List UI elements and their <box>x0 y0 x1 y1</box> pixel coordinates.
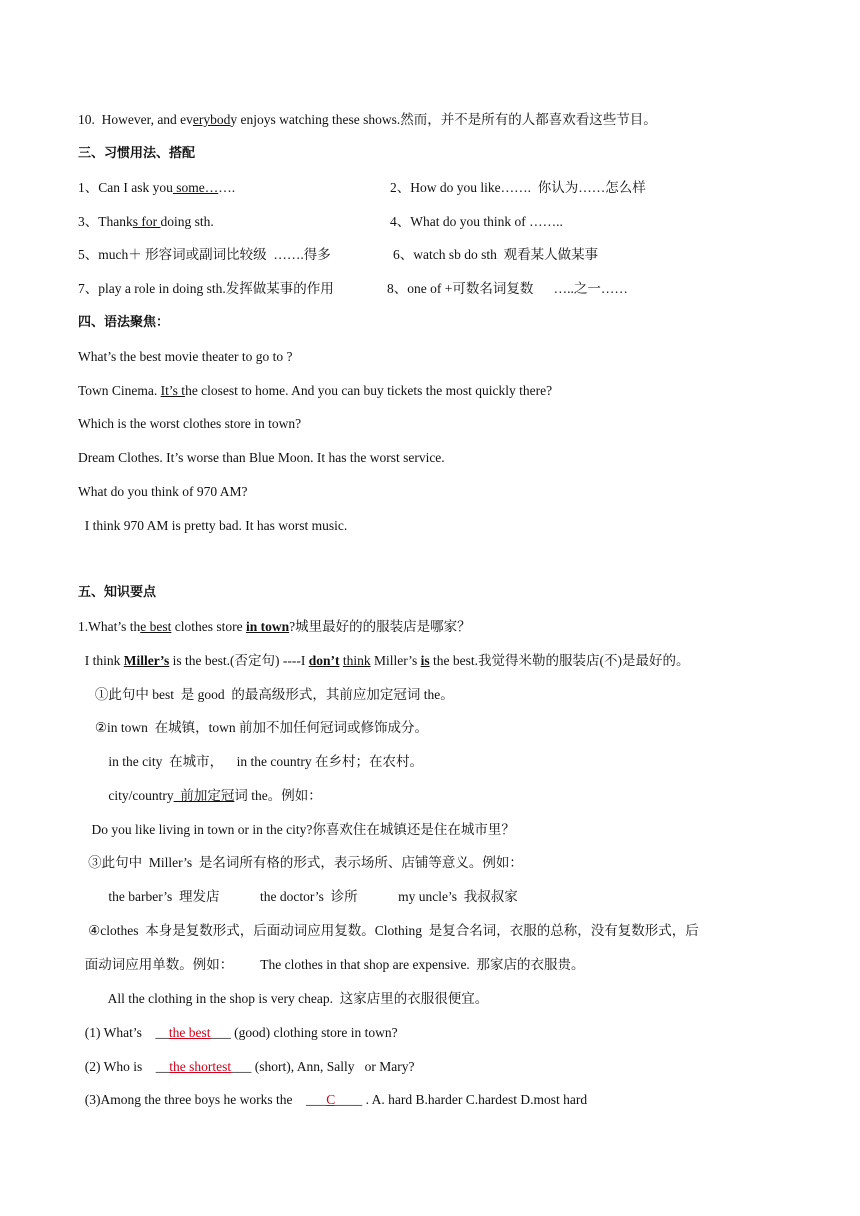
underlined-text: 前加定冠 <box>173 788 235 803</box>
text: ____ . A. hard B.harder C.hardest D.most hard <box>335 1092 588 1107</box>
phrase-7: 7、play a role in doing sth.发挥做某事的作用 <box>78 281 334 296</box>
phrase-5: 5、much＋ 形容词或副词比较级 …….得多 <box>78 247 331 262</box>
text: city/country <box>78 788 174 803</box>
underlined-text: s for <box>132 214 161 229</box>
phrase-row-3 <box>78 246 798 264</box>
grammar-line <box>78 382 552 400</box>
text: 词 the。例如： <box>234 788 322 803</box>
note-line: ③此句中 Miller’s 是名词所有格的形式，表示场所、店铺等意义。例如： <box>78 855 523 870</box>
text: he closest to home. And you can buy tickets the most quickly there? <box>185 383 553 398</box>
note-line: Do you like living in town or in the city?你喜欢住在城镇还是住在城市里？ <box>78 822 515 837</box>
answer-text: the shortest <box>169 1059 232 1074</box>
text: clothes store <box>171 619 246 634</box>
note-line <box>78 787 322 805</box>
text: Miller’s <box>370 653 421 668</box>
section-heading-4: 四、语法聚焦： <box>78 315 170 330</box>
text: (2) Who is __ <box>78 1059 170 1074</box>
answer-text: C <box>326 1092 336 1107</box>
grammar-line: Dream Clothes. It’s worse than Blue Moon. It has the worst service. <box>78 450 445 465</box>
text: (1) What’s __ <box>78 1025 169 1040</box>
answer-text: the best <box>168 1025 211 1040</box>
text: …. <box>218 180 236 195</box>
text: I think <box>78 653 124 668</box>
knowledge-point-1 <box>78 618 471 636</box>
text: is the best.(否定句) ----I <box>169 653 309 668</box>
exercise-2 <box>78 1058 414 1076</box>
bold-underlined-text: don’t <box>308 653 340 668</box>
note-line: ②in town 在城镇，town 前加不加任何冠词或修饰成分。 <box>78 720 428 735</box>
grammar-line: What do you think of 970 AM? <box>78 484 248 499</box>
text: the best.我觉得米勒的服装店(不)是最好的。 <box>429 653 690 668</box>
phrase-4: 4、What do you think of …….. <box>390 214 563 229</box>
grammar-line: I think 970 AM is pretty bad. It has worst music. <box>78 518 348 533</box>
bold-underlined-text: is <box>420 653 430 668</box>
text: 1、Can I ask you <box>78 180 173 195</box>
sentence-10 <box>78 111 657 129</box>
text: Town Cinema. <box>78 383 161 398</box>
text: 3、Thank <box>78 214 133 229</box>
underlined-text: think <box>342 653 371 668</box>
text: (3)Among the three boys he works the ___ <box>78 1092 327 1107</box>
underlined-text: e best <box>140 619 172 634</box>
underlined-text: erybod <box>192 112 231 127</box>
section-heading-3: 三、习惯用法、搭配 <box>78 146 196 161</box>
text: ___ (good) clothing store in town? <box>210 1025 398 1040</box>
text: 10. However, and ev <box>78 112 193 127</box>
text: y enjoys watching these shows.然而，并不是所有的人都喜欢看这些节目。 <box>230 112 657 127</box>
note-line: ①此句中 best 是 good 的最高级形式，其前应加定冠词 the。 <box>78 687 454 702</box>
phrase-row-1 <box>78 179 798 197</box>
text: doing sth. <box>160 214 214 229</box>
phrase-row-2 <box>78 213 798 231</box>
phrase-6: 6、watch sb do sth 观看某人做某事 <box>393 247 599 262</box>
phrase-8: 8、one of +可数名词复数 …..之一…… <box>387 281 628 296</box>
section-heading-5: 五、知识要点 <box>78 585 157 600</box>
exercise-1 <box>78 1024 398 1042</box>
grammar-line: Which is the worst clothes store in town? <box>78 416 302 431</box>
text: 1.What’s th <box>78 619 141 634</box>
exercise-3 <box>78 1091 587 1109</box>
example-negation <box>78 652 689 670</box>
bold-underlined-text: Miller’s <box>123 653 170 668</box>
bold-underlined-text: in town <box>245 619 290 634</box>
note-line: in the city 在城市， in the country 在乡村；在农村。 <box>78 754 423 769</box>
text: ___ (short), Ann, Sally or Mary? <box>231 1059 415 1074</box>
note-line: ④clothes 本身是复数形式，后面动词应用复数。Clothing 是复合名词，衣服的总称，没有复数形式，后 <box>78 923 699 938</box>
note-line: All the clothing in the shop is very cheap. 这家店里的衣服很便宜。 <box>78 991 489 1006</box>
phrase-row-4 <box>78 280 798 298</box>
grammar-line: What’s the best movie theater to go to ? <box>78 349 293 364</box>
note-line: 面动词应用单数。例如： The clothes in that shop are expensive. 那家店的衣服贵。 <box>78 957 585 972</box>
underlined-text: some… <box>172 180 219 195</box>
note-line: the barber’s 理发店 the doctor’s 诊所 my uncle’s 我叔叔家 <box>78 889 518 904</box>
text: ?城里最好的的服装店是哪家？ <box>289 619 471 634</box>
underlined-text: It’s t <box>160 383 186 398</box>
phrase-2: 2、How do you like……. 你认为……怎么样 <box>390 180 646 195</box>
